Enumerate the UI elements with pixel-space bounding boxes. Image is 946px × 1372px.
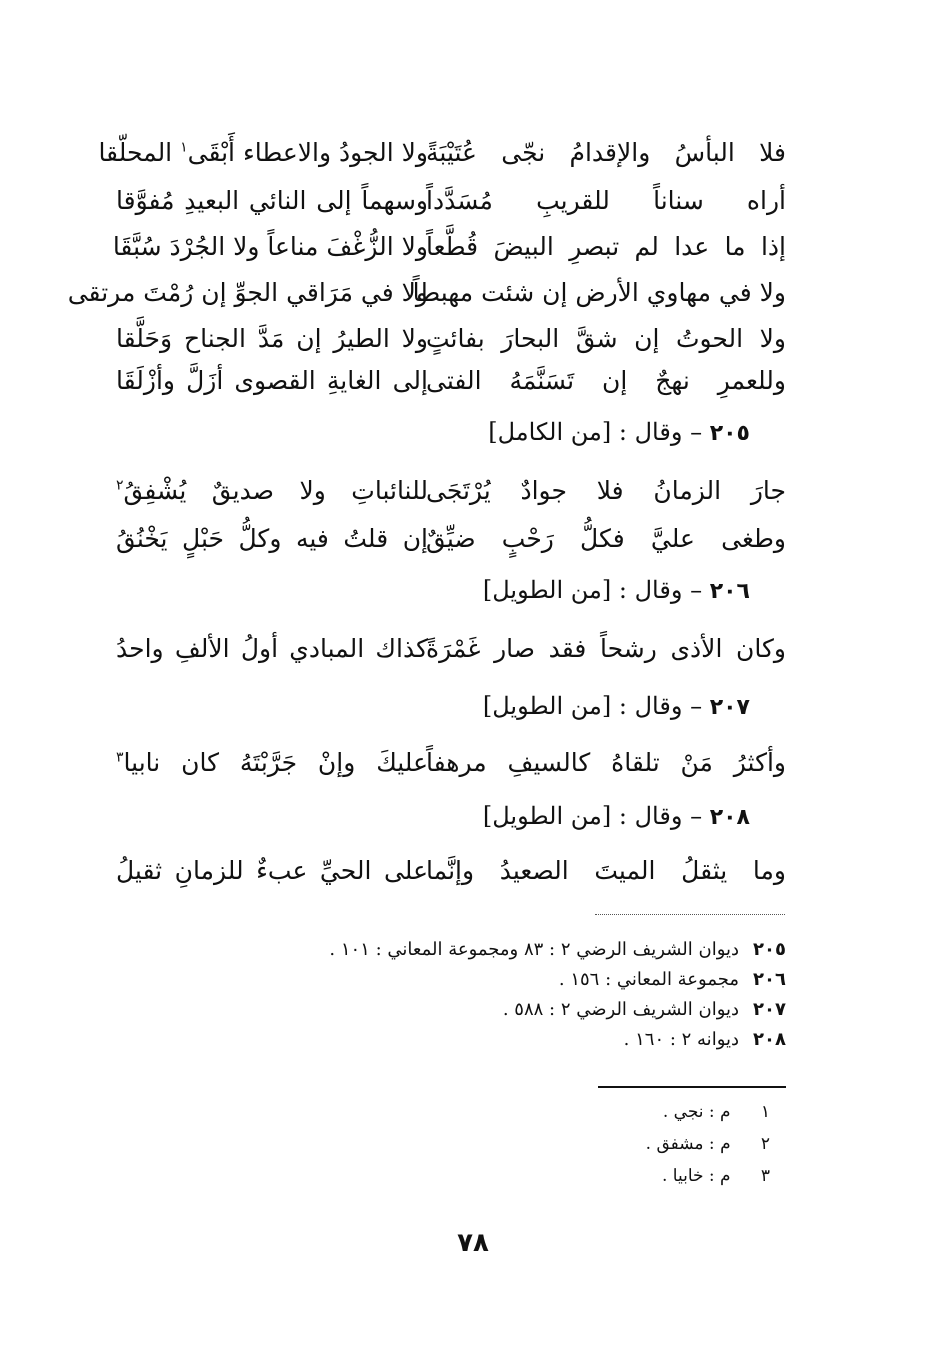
verse-line xyxy=(0,846,946,896)
verse-first-hemistich: وطغى عليَّ فكلُّ رَحْبٍ ضيِّقٌ xyxy=(426,524,786,553)
verse-second-hemistich: كذاك المبادي أولُ الألفِ واحدُ xyxy=(116,634,428,663)
verse-first-hemistich: جارَ الزمانُ فلا جوادٌ يُرْتَجَى xyxy=(426,476,786,505)
verse-second-hemistich xyxy=(116,738,428,788)
poem-meter: [من الطويل] xyxy=(482,692,612,720)
source-note xyxy=(624,1026,786,1054)
poem-number: ٢٠٦ xyxy=(709,579,750,604)
footnote-number: ١ xyxy=(760,1102,770,1122)
footnote-marker: ١ xyxy=(180,139,188,156)
verse-line xyxy=(0,222,946,272)
footnote-number: ٣ xyxy=(760,1166,770,1186)
verse-line xyxy=(0,466,946,516)
verse-first-hemistich: وأكثرُ مَنْ تلقاهُ كالسيفِ مرهفاً xyxy=(426,748,786,777)
poem-205-header xyxy=(488,412,750,454)
source-note xyxy=(329,936,786,964)
verse-line xyxy=(0,176,946,226)
poem-206-header xyxy=(483,570,750,612)
verse-line xyxy=(0,128,946,178)
verse-first-hemistich: ولا الحوتُ إن شقَّ البحارَ بفائتٍ xyxy=(426,324,786,353)
note-text: مجموعة المعاني : ١٥٦ . xyxy=(558,969,740,990)
notes-divider xyxy=(595,914,785,915)
verse-first-hemistich: وكان الأذى رشحاً فقد صار غَمْرَةً xyxy=(426,634,786,663)
poem-number: ٢٠٨ xyxy=(709,805,750,830)
verse-second-hemistich: ولا الزُّغْفَ مناعاً ولا الجُرْدَ سُبَّقَا xyxy=(112,232,428,261)
footnote-text: م : نجي . xyxy=(662,1102,731,1122)
note-text: ديوان الشريف الرضي ٢ : ٥٨٨ . xyxy=(502,999,740,1020)
footnote xyxy=(646,1130,770,1158)
verse-first-hemistich: فلا البأسُ والإقدامُ نجّى عُتَيْبَةً xyxy=(426,138,786,167)
verse-second-hemistich: ولا في مَرَاقي الجوِّ إن رُمْتَ مرتقى xyxy=(67,278,428,307)
footnote-marker: ٣ xyxy=(116,749,124,766)
poem-intro: – وقال : xyxy=(618,802,703,830)
poem-208-header xyxy=(483,796,750,838)
verse-text: ولا الجودُ والاعطاء أَبْقَى xyxy=(187,138,428,167)
verse-first-hemistich: إذا ما عدا لم تبصرِ البيضَ قُطَّعاً xyxy=(426,232,786,261)
footnote-text: م : مشفق . xyxy=(645,1134,731,1154)
verse-second-hemistich: وسهماً إلى النائي البعيدِ مُفوَّقا xyxy=(116,186,428,215)
verse-second-hemistich: إن قلتُ فيه وكلُّ حَبْلٍ يَخْنُقُ xyxy=(116,524,428,553)
note-number: ٢٠٨ xyxy=(753,1029,786,1050)
verse-first-hemistich: وما يثقلُ الميتَ الصعيدُ وإنَّما xyxy=(426,856,786,885)
footnotes-divider xyxy=(598,1086,786,1088)
note-number: ٢٠٦ xyxy=(753,969,786,990)
note-text: ديوان الشريف الرضي ٢ : ٨٣ ومجموعة المعاني : ١٠١ . xyxy=(329,939,740,960)
poem-meter: [من الطويل] xyxy=(482,802,612,830)
source-note xyxy=(559,966,786,994)
verse-text: المحلّقا xyxy=(98,138,181,167)
footnote-text: م : خابيا . xyxy=(661,1166,731,1186)
verse-first-hemistich: وللعمرِ نهجٌ إن تَسَنَّمَهُ الفتى xyxy=(426,366,786,395)
page-number: ٧٨ xyxy=(457,1228,489,1258)
verse-second-hemistich: على الحيِّ عبءٌ للزمانِ ثقيلُ xyxy=(116,856,428,885)
footnote-marker: ٢ xyxy=(116,477,124,494)
poem-meter: [من الكامل] xyxy=(488,418,612,446)
verse-line xyxy=(0,356,946,406)
poem-number: ٢٠٥ xyxy=(709,421,750,446)
verse-second-hemistich xyxy=(116,466,428,516)
verse-text: عليكَ وإنْ جَرَّبْتَهُ كان نابيا xyxy=(123,748,428,777)
note-number: ٢٠٥ xyxy=(753,939,786,960)
verse-line xyxy=(0,514,946,564)
footnote xyxy=(662,1162,770,1190)
poem-intro: – وقال : xyxy=(618,692,703,720)
note-text: ديوانه ٢ : ١٦٠ . xyxy=(623,1029,740,1050)
verse-second-hemistich: ولا الطيرُ إن مَدَّ الجناح وَحَلَّقا xyxy=(116,324,428,353)
verse-first-hemistich: ولا في مهاوي الأرض إن شئت مهبطاً xyxy=(412,278,786,307)
poem-intro: – وقال : xyxy=(618,576,703,604)
verse-first-hemistich: أراه سناناً للقريبِ مُسَدَّداً xyxy=(426,186,786,215)
verse-text: للنائباتِ ولا صديقٌ يُشْفِقُ xyxy=(123,476,428,505)
verse-line xyxy=(0,738,946,788)
verse-line xyxy=(0,624,946,674)
verse-line xyxy=(0,268,946,318)
poem-intro: – وقال : xyxy=(618,418,703,446)
footnote-number: ٢ xyxy=(760,1134,770,1154)
poem-meter: [من الطويل] xyxy=(482,576,612,604)
verse-second-hemistich: إلى الغايةِ القصوى أزَلَّ وأزْلَقَا xyxy=(116,366,428,395)
source-note xyxy=(503,996,786,1024)
verse-second-hemistich xyxy=(98,128,428,178)
poem-207-header xyxy=(483,686,750,728)
note-number: ٢٠٧ xyxy=(753,999,786,1020)
poem-number: ٢٠٧ xyxy=(709,695,750,720)
footnote xyxy=(663,1098,770,1126)
